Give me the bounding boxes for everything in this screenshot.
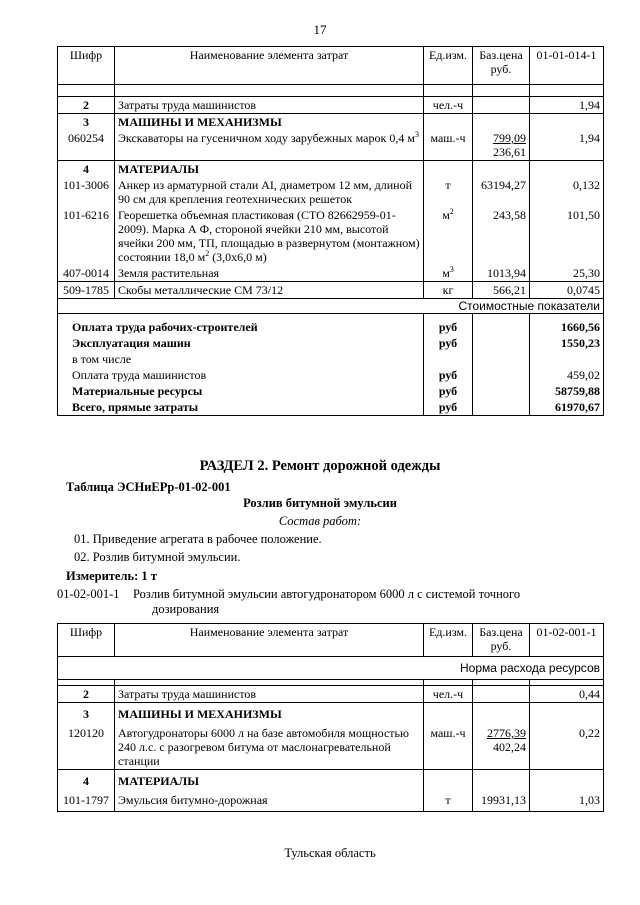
header-price: Баз.цена руб.	[473, 47, 530, 85]
row-name: Экскаваторы на гусеничном ходу зарубежных марок 0,4 $м^3$	[115, 130, 424, 161]
row-unit: маш.-ч	[424, 130, 473, 161]
total-unit: руб	[424, 319, 473, 335]
header-name: Наименование элемента затрат	[115, 47, 424, 85]
row-code: 2	[58, 97, 115, 114]
row-price: 19931,13	[473, 789, 530, 812]
row-name: Затраты труда машинистов	[115, 686, 424, 703]
header-norm: 01-01-014-1	[530, 47, 604, 85]
norm-header: Норма расхода ресурсов	[58, 657, 604, 680]
row-price: 243,58	[473, 207, 530, 265]
resource-table-1	[57, 46, 604, 416]
row-value: 0,132	[530, 177, 604, 207]
total-label: Оплата труда машинистов	[58, 367, 424, 383]
row-unit: т	[424, 789, 473, 812]
total-unit: руб	[424, 383, 473, 399]
total-value: 61970,67	[530, 399, 604, 416]
total-row	[58, 319, 604, 335]
total-unit: руб	[424, 335, 473, 351]
header-unit: Ед.изм.	[424, 624, 473, 657]
row-unit: чел.-ч	[424, 97, 473, 114]
row-unit: кг	[424, 282, 473, 299]
resource-table-2	[57, 623, 604, 812]
row-unit: $м^3$	[424, 265, 473, 282]
total-unit: руб	[424, 399, 473, 416]
row-unit: т	[424, 177, 473, 207]
table-header-row	[58, 624, 604, 657]
total-row	[58, 399, 604, 416]
page-number: 17	[313, 22, 327, 37]
header-price: Баз.цена руб.	[473, 624, 530, 657]
section-row	[58, 114, 604, 131]
table-id: Таблица ЭСНиЕРр-01-02-001	[66, 480, 231, 494]
works-title: Состав работ:	[278, 514, 362, 528]
row-name: Анкер из арматурной стали AI, диаметром 12 мм, длиной 90 см для крепления геотехнических решеток	[115, 177, 424, 207]
row-price: 799,09 236,61	[473, 130, 530, 161]
total-row	[58, 383, 604, 399]
section-title: РАЗДЕЛ 2. Ремонт дорожной одежды	[199, 458, 441, 474]
table-row	[58, 97, 604, 114]
table-header-row	[58, 47, 604, 85]
header-code: Шифр	[58, 624, 115, 657]
row-name: Эмульсия битумно-дорожная	[115, 789, 424, 812]
total-row	[58, 351, 604, 367]
section-row	[58, 161, 604, 178]
table-row	[58, 282, 604, 299]
row-name: Земля растительная	[115, 265, 424, 282]
table-title: Розлив битумной эмульсии	[243, 496, 397, 510]
row-value: 1,94	[530, 97, 604, 114]
header-name: Наименование элемента затрат	[115, 624, 424, 657]
row-price: 566,21	[473, 282, 530, 299]
total-value: 1660,56	[530, 319, 604, 335]
work-item-2: 02. Розлив битумной эмульсии.	[74, 550, 241, 564]
row-value: 1,94	[530, 130, 604, 161]
row-price: 2776,39 402,24	[473, 722, 530, 770]
item-text-line-1: Розлив битумной эмульсии автогудронатором 6000 л с системой точного	[133, 587, 521, 601]
totals-section	[58, 319, 604, 416]
total-unit	[424, 351, 473, 367]
row-name: Скобы металлические СМ 73/12	[115, 282, 424, 299]
total-label: в том числе	[58, 351, 424, 367]
row-name: Автогудронаторы 6000 л на базе автомобиля мощностью 240 л.с. с разогревом битума от маслонагревательной станции	[115, 722, 424, 770]
row-name: Затраты труда машинистов	[115, 97, 424, 114]
section-name: МАТЕРИАЛЫ	[115, 770, 424, 790]
table-row	[58, 265, 604, 282]
norm-header-row	[58, 657, 604, 680]
total-unit: руб	[424, 367, 473, 383]
total-label: Материальные ресурсы	[58, 383, 424, 399]
section-row	[58, 770, 604, 790]
work-item-1: 01. Приведение агрегата в рабочее положение.	[74, 532, 322, 546]
row-code: 120120	[58, 722, 115, 770]
section-row	[58, 703, 604, 723]
total-value: 459,02	[530, 367, 604, 383]
row-value: 0,44	[530, 686, 604, 703]
total-label: Оплата труда рабочих-строителей	[58, 319, 424, 335]
table-row	[58, 789, 604, 812]
section-code: 4	[58, 161, 115, 178]
table-row	[58, 722, 604, 770]
row-price: 1013,94	[473, 265, 530, 282]
cost-header-row	[58, 299, 604, 314]
row-value: 0,22	[530, 722, 604, 770]
total-value: 58759,88	[530, 383, 604, 399]
row-code: 101-6216	[58, 207, 115, 265]
header-norm: 01-02-001-1	[530, 624, 604, 657]
row-code: 2	[58, 686, 115, 703]
section-name: МАТЕРИАЛЫ	[115, 161, 424, 178]
item-text-line-2: дозирования	[152, 602, 220, 616]
row-code: 101-1797	[58, 789, 115, 812]
header-code: Шифр	[58, 47, 115, 85]
row-value: 101,50	[530, 207, 604, 265]
section-code: 4	[58, 770, 115, 790]
section-code: 3	[58, 114, 115, 131]
row-unit: $м^2$	[424, 207, 473, 265]
row-unit: чел.-ч	[424, 686, 473, 703]
item-code: 01-02-001-1	[57, 587, 120, 601]
cost-header: Стоимостные показатели	[58, 299, 604, 314]
total-value	[530, 351, 604, 367]
row-value: 0,0745	[530, 282, 604, 299]
header-unit: Ед.изм.	[424, 47, 473, 85]
total-label: Эксплуатация машин	[58, 335, 424, 351]
footer-region: Тульская область	[284, 846, 376, 860]
section-code: 3	[58, 703, 115, 723]
spacer-row	[58, 85, 604, 97]
row-code: 407-0014	[58, 265, 115, 282]
total-row	[58, 335, 604, 351]
total-row	[58, 367, 604, 383]
row-value: 1,03	[530, 789, 604, 812]
row-value: 25,30	[530, 265, 604, 282]
row-unit: маш.-ч	[424, 722, 473, 770]
total-value: 1550,23	[530, 335, 604, 351]
meter: Измеритель: 1 т	[66, 569, 157, 583]
row-price: 63194,27	[473, 177, 530, 207]
table-row	[58, 177, 604, 207]
section-name: МАШИНЫ И МЕХАНИЗМЫ	[115, 703, 424, 723]
section-name: МАШИНЫ И МЕХАНИЗМЫ	[115, 114, 424, 131]
row-code: 101-3006	[58, 177, 115, 207]
table-row	[58, 130, 604, 161]
row-name: Георешетка объемная пластиковая (СТО 82662959-01-2009). Марка А Ф, стороной ячейки 210 мм, высотой ячейки 200 мм, ТП, площадью в развернутом (монтажном) состоянии 18,0 $м^2$ (3,0x6,0 м)	[115, 207, 424, 265]
total-label: Всего, прямые затраты	[58, 399, 424, 416]
row-code: 509-1785	[58, 282, 115, 299]
table-row	[58, 686, 604, 703]
row-code: 060254	[58, 130, 115, 161]
table-row	[58, 207, 604, 265]
